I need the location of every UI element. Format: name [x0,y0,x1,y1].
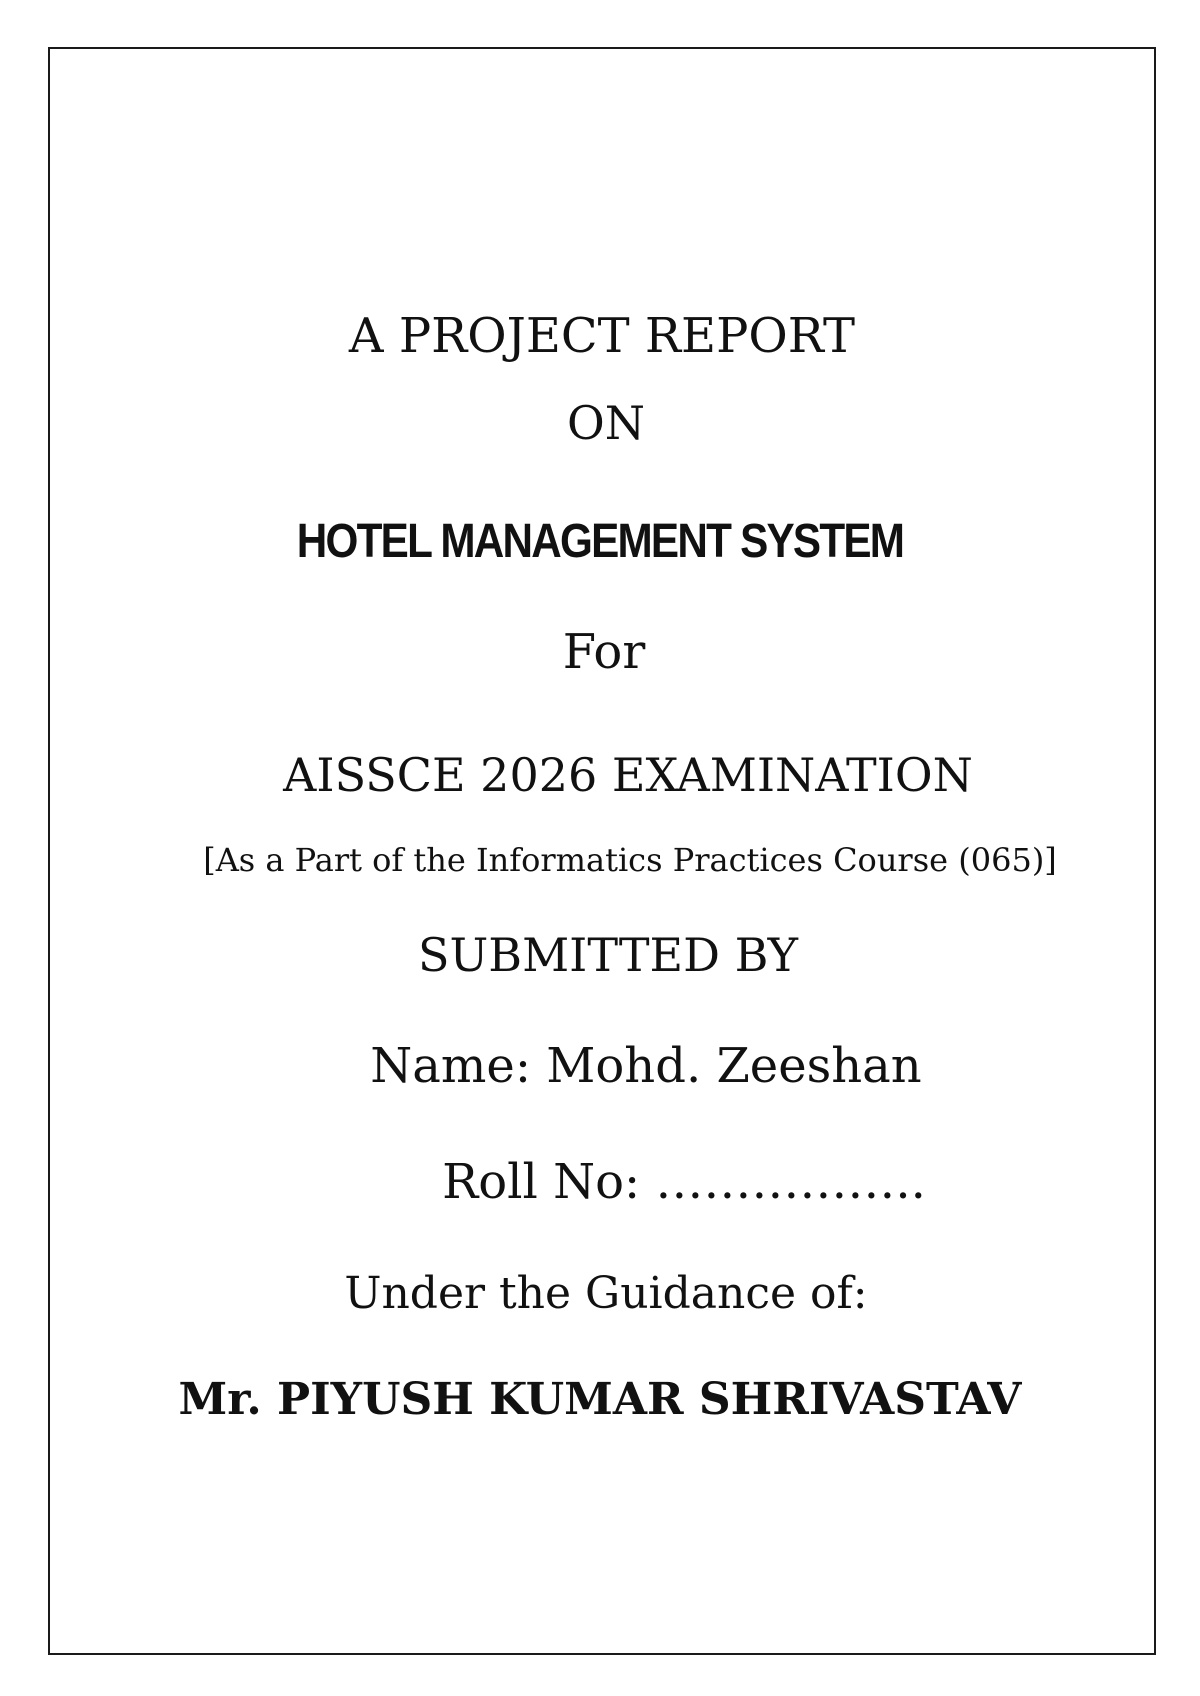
report-heading: A PROJECT REPORT [348,308,856,364]
guidance-label: Under the Guidance of: [344,1268,868,1319]
roll-number: Roll No: …………….. [442,1154,926,1210]
project-title: HOTEL MANAGEMENT SYSTEM [296,515,904,568]
student-name: Name: Mohd. Zeeshan [370,1038,922,1094]
report-on: ON [567,396,645,450]
guide-name: Mr. PIYUSH KUMAR SHRIVASTAV [178,1374,1022,1425]
course-note: [As a Part of the Informatics Practices Course (065)] [203,841,1057,879]
submitted-by-label: SUBMITTED BY [417,928,799,982]
exam-name: AISSCE 2026 EXAMINATION [283,748,973,802]
report-for: For [562,624,646,680]
